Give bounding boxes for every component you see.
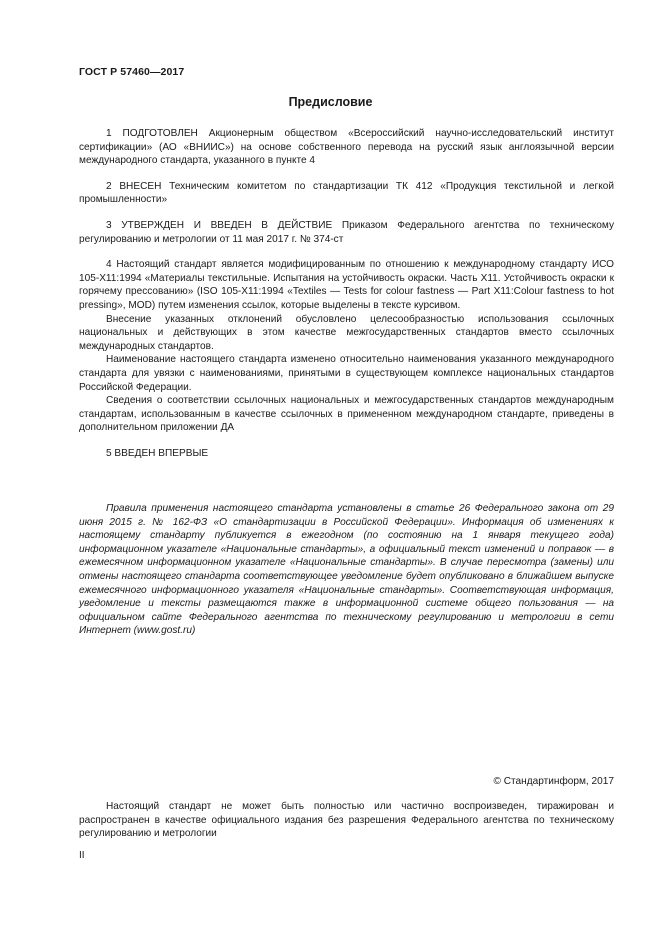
paragraph-5-first-introduced: 5 ВВЕДЕН ВПЕРВЫЕ (106, 447, 209, 459)
page-number: II (79, 850, 85, 861)
paragraph-4-references: Сведения о соответствии ссылочных национальных и межгосударственных стандартов международным стандартам, использованным в качестве ссылочных в примененном международном стандарте, приведены в дополнительном приложении ДА (79, 395, 614, 434)
copyright-line: © Стандартинформ, 2017 (493, 776, 614, 787)
reproduction-rights (79, 800, 614, 841)
paragraph-2-introduced: 2 ВНЕСЕН Техническим комитетом по стандартизации ТК 412 «Продукция текстильной и легкой промышленности» (79, 180, 614, 206)
paragraph-4-deviations: Внесение указанных отклонений обусловлено целесообразностью использования ссылочных национальных и действующих в этом качестве межгосударственных стандартов вместо ссылочных международных стандартов. (79, 313, 614, 352)
rights-text: Настоящий стандарт не может быть полностью или частично воспроизведен, тиражирован и распространен в качестве официального издания без разрешения Федерального агентства по техническому регулированию и метрологии (79, 801, 614, 840)
application-rules-notice (79, 502, 614, 638)
standard-id: ГОСТ Р 57460—2017 (79, 66, 185, 78)
paragraph-1-prepared: 1 ПОДГОТОВЛЕН Акционерным обществом «Всероссийский научно-исследовательский институт сертификации» (АО «ВНИИС») на основе собственного перевода на русский язык англоязычной версии международного стандарта, указанного в пункте 4 (79, 128, 614, 167)
page-title: Предисловие (288, 95, 373, 109)
notice-text: Правила применения настоящего стандарта установлены в статье 26 Федерального закона от 29 июня 2015 г. № 162-ФЗ «О стандартизации в Российской Федерации». Информация об изменениях к настоящему стандарту публикуется в ежегодном (по состоянию на 1 января текущего года) информационном указателе «Национальные стандарты», а официальный текст изменений и поправок — в ежемесячном информационном указателе «Национальные стандарты». В случае пересмотра (замены) или отмены настоящего стандарта соответствующее уведомление будет опубликовано в ближайшем выпуске ежемесячного информационного указателя «Национальные стандарты». Соответствующая информация, уведомление и тексты размещаются также в информационной системе общего пользования — на официальном сайте Федерального агентства по техническому регулированию и метрологии в сети Интернет (www.gost.ru) (79, 503, 614, 637)
paragraph-4-name-change: Наименование настоящего стандарта изменено относительно наименования указанного международного стандарта для увязки с наименованиями, принятыми в существующем комплексе национальных стандартов Российской Федерации. (79, 354, 614, 393)
paragraph-3-approved: 3 УТВЕРЖДЕН И ВВЕДЕН В ДЕЙСТВИЕ Приказом Федерального агентства по техническому регулированию и метрологии от 11 мая 2017 г. № 374-ст (79, 219, 614, 245)
paragraph-4-modified: 4 Настоящий стандарт является модифицированным по отношению к международному стандарту ИСО 105-Х11:1994 «Материалы текстильные. Испытания на устойчивость окраски. Часть Х11. Устойчивость окраски к горячему прессованию» (ISO 105-X11:1994 «Textiles — Tests for colour fastness — Part X11:Colour fastness to hot pressing», MOD) путем изменения ссылок, которые выделены в тексте курсивом. (79, 259, 614, 311)
foreword-body (79, 127, 614, 460)
